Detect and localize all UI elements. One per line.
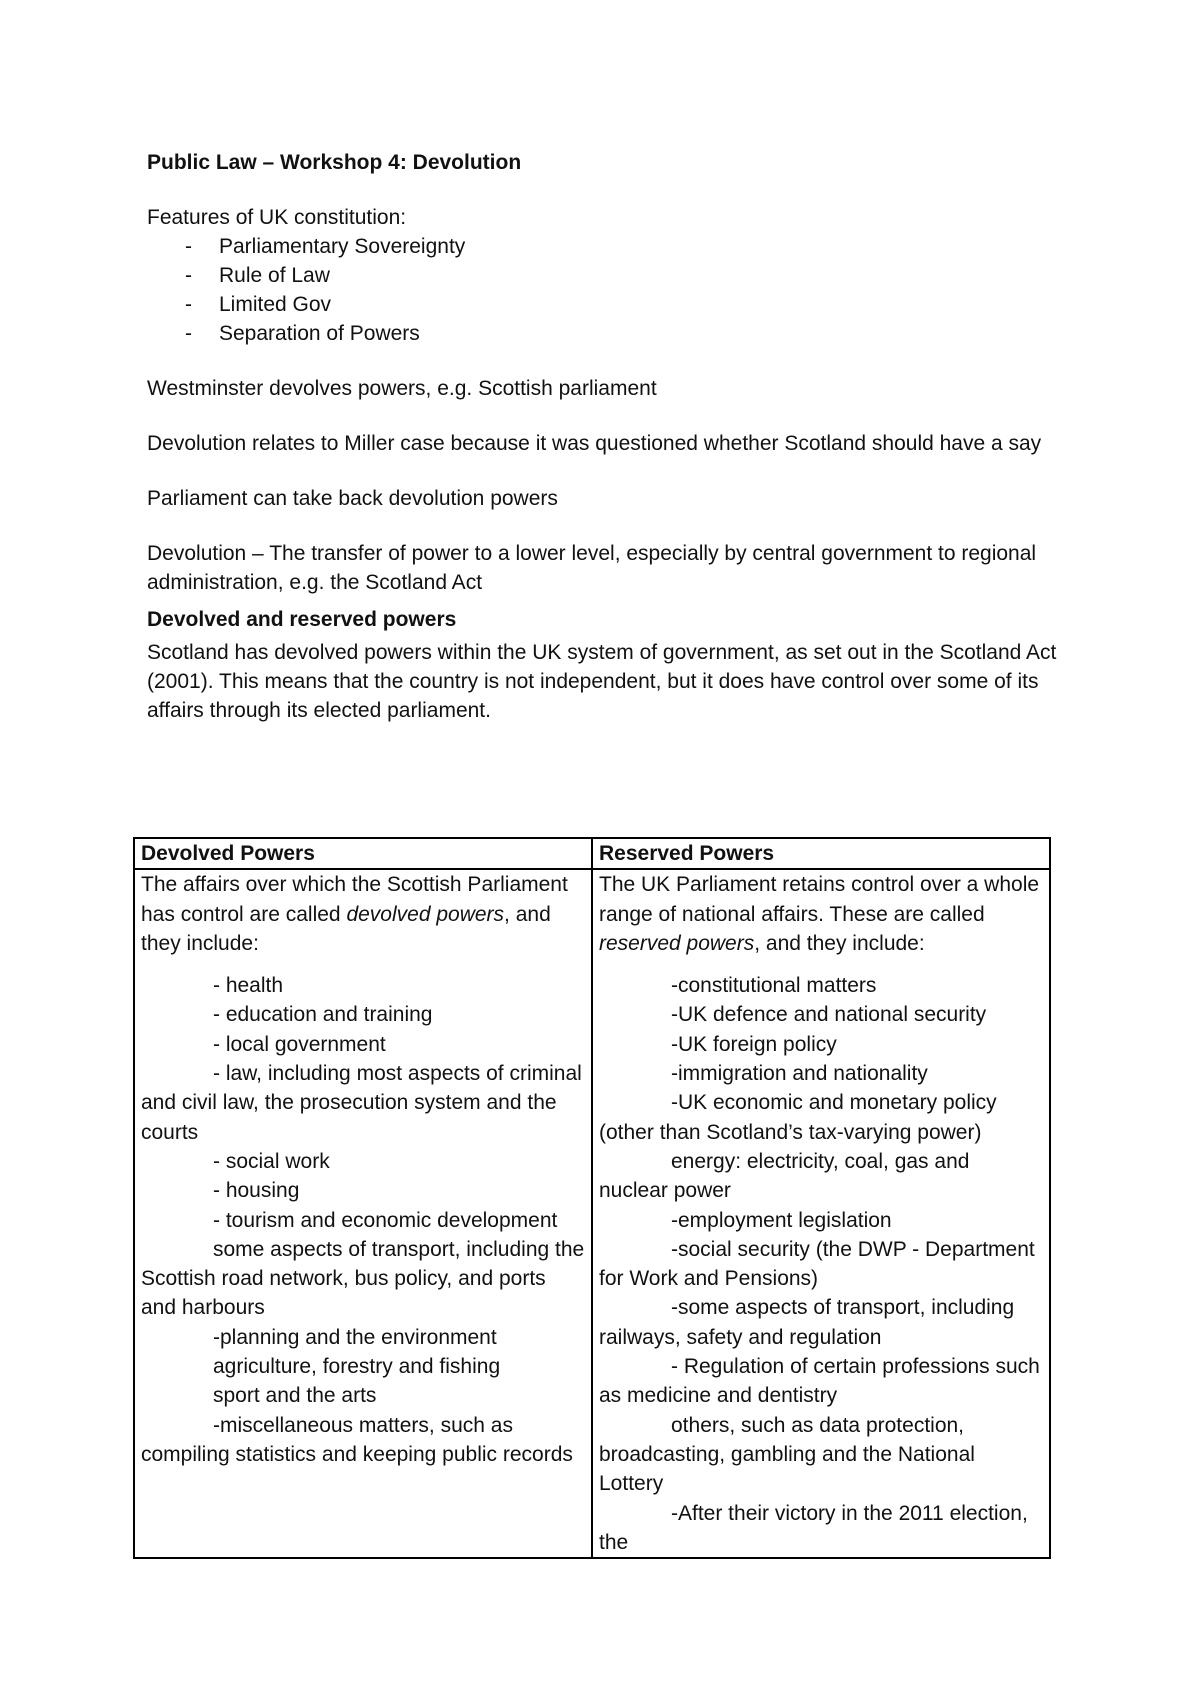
table-row (134, 869, 1050, 1558)
table-header-row (134, 838, 1050, 869)
list-item: energy: electricity, coal, gas and nuclear power (599, 1149, 970, 1203)
reserved-intro: The UK Parliament retains control over a whole range of national affairs. These are called reserved powers, and they include: (599, 873, 1040, 955)
list-item: -immigration and nationality (671, 1062, 928, 1086)
list-item: - Parliamentary Sovereignty (147, 232, 1067, 261)
reserved-cell (592, 869, 1050, 1558)
bullet-dash: - (185, 264, 192, 287)
list-item: - Regulation of certain professions such as medicine and dentistry (599, 1355, 1040, 1408)
list-item: sport and the arts (213, 1384, 377, 1408)
list-item: -constitutional matters (671, 974, 877, 998)
list-item: - local government (213, 1032, 386, 1056)
paragraph-definition: Devolution – The transfer of power to a lower level, especially by central government to regional administration, e.g. the Scotland Act (147, 542, 1037, 594)
paragraph-take-back: Parliament can take back devolution powers (147, 487, 558, 510)
header-reserved: Reserved Powers (592, 838, 1050, 869)
list-item: - law, including most aspects of criminal and civil law, the prosecution system and the courts (141, 1062, 582, 1144)
list-item: -UK economic and monetary policy (other than Scotland’s tax-varying power) (599, 1091, 997, 1144)
bullet-dash: - (185, 235, 192, 258)
document-title: Public Law – Workshop 4: Devolution (147, 151, 522, 174)
bullet-dash: - (185, 293, 192, 316)
list-item: -planning and the environment (213, 1325, 497, 1349)
section-heading: Devolved and reserved powers (147, 608, 457, 631)
list-item: - health (213, 974, 284, 998)
list-item: -After their victory in the 2011 election, the (599, 1501, 1028, 1554)
section-text: Scotland has devolved powers within the UK system of government, as set out in the Scotland Act (2001). This means that the country is not independent, but it does have control over some of its affairs through its elected parliament. (147, 641, 1057, 722)
list-item: -social security (the DWP - Department for Work and Pensions) (599, 1237, 1035, 1291)
list-item: agriculture, forestry and fishing (213, 1355, 501, 1379)
list-item: -UK foreign policy (671, 1032, 837, 1056)
paragraph-westminster: Westminster devolves powers, e.g. Scottish parliament (147, 377, 657, 400)
list-item: -miscellaneous matters, such as compiling statistics and keeping public records (141, 1413, 573, 1466)
bullet-dash: - (185, 322, 192, 345)
list-item: - Rule of Law (147, 261, 1067, 290)
header-devolved: Devolved Powers (134, 838, 592, 869)
features-list (147, 232, 1067, 348)
list-item: - social work (213, 1149, 330, 1173)
list-item: -some aspects of transport, including railways, safety and regulation (599, 1296, 1015, 1349)
powers-table (133, 837, 1051, 1559)
list-item: - education and training (213, 1003, 433, 1027)
list-item: others, such as data protection, broadcasting, gambling and the National Lottery (599, 1413, 975, 1496)
list-item: -UK defence and national security (671, 1003, 987, 1027)
paragraph-miller: Devolution relates to Miller case because it was questioned whether Scotland should have a say (147, 432, 1042, 455)
list-item: some aspects of transport, including the Scottish road network, bus policy, and ports and harbours (141, 1237, 585, 1320)
devolved-cell (134, 869, 592, 1558)
features-heading: Features of UK constitution: (147, 206, 407, 229)
list-item: - Separation of Powers (147, 319, 1067, 348)
list-item: - tourism and economic development (213, 1208, 558, 1232)
list-item: -employment legislation (671, 1208, 892, 1232)
list-item: - Limited Gov (147, 290, 1067, 319)
document-body (147, 148, 1067, 725)
devolved-intro: The affairs over which the Scottish Parliament has control are called devolved powers, and they include: (141, 873, 568, 955)
list-item: - housing (213, 1179, 300, 1203)
